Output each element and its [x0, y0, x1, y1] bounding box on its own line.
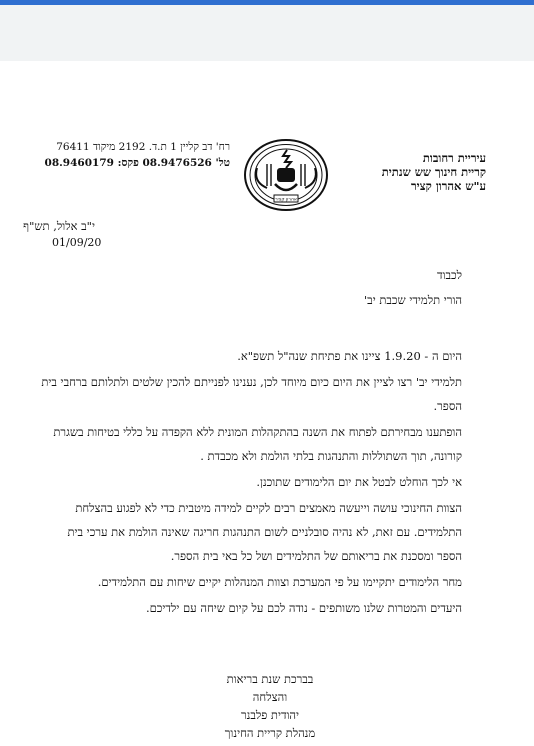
- logo-caption: אהרון קציר: [275, 197, 297, 203]
- org-line: ע"ש אהרון קציר: [410, 179, 486, 193]
- body-paragraph: הצוות החינוכי עושה וייעשה מאמצים רבים לקיים למידה מיטבית כדי לא לפגוע בהצלחת התלמידים. עם זאת, לא נהיה סובלניים לשום התנהגות חריגה שאינה הולמת את ערכי בית הספר ומסכנת את בריאותם של התלמידים ושל כל באי בית הספר.: [67, 501, 462, 563]
- addressee: הורי תלמידי שכבת יב': [364, 293, 462, 307]
- body-paragraph: אי לכך הוחלט לבטל את יום הלימודים שתוכנן.: [256, 475, 462, 489]
- organization-name: [316, 151, 486, 193]
- salutation: לכבוד: [436, 268, 462, 282]
- signature-block: [210, 670, 330, 742]
- org-line: עיריית רחובות: [422, 151, 486, 165]
- contact-details: [20, 139, 230, 171]
- address-line: רח' דב קליין 1 ת.ד. 2192 מיקוד 76411: [56, 141, 230, 153]
- body-paragraph: תלמידי יב' רצו לציין את היום כיום מיוחד לכן, נענינו לפנייתם להכין שלטים ולתלותם ברחבי בית הספר.: [41, 375, 462, 413]
- body-paragraph: היעדים והמטרות שלנו משותפים - נודה לכם על קיום שיחה עם ילדיכם.: [145, 601, 462, 615]
- signer-title: מנהלת קריית החינוך: [224, 726, 316, 740]
- letter-body: [40, 344, 462, 620]
- org-line: קריית חינוך שש שנתית: [381, 165, 486, 179]
- body-paragraph: היום ה - 1.9.20 ציינו את פתיחת שנה"ל תשפ"א.: [237, 349, 462, 363]
- signer-name: יהודית פלבנר: [240, 708, 300, 722]
- closing-line: בברכת שנת בריאות והצלחה: [226, 672, 314, 704]
- school-emblem-logo: [243, 138, 329, 212]
- body-paragraph: מחר הלימודים יתקיימו על פי המערכת וצוות המנהלות יקיים שיחות עם התלמידים.: [97, 575, 462, 589]
- body-paragraph: הופתענו מבחירתם לפתוח את השנה בהתקהלות המונית ללא הקפדה על כללי בטיחות בשגרת קורונה, תוך השתוללות והתנהגות בלתי הולמת ולא מכבדת .: [53, 425, 462, 463]
- hebrew-date: י"ב אלול, תש"ף: [23, 219, 95, 233]
- header-band: [0, 5, 534, 61]
- gregorian-date: 01/09/20: [52, 236, 102, 249]
- phone-fax-line: טל' 08.9476526 פקס: 08.9460179: [44, 157, 230, 169]
